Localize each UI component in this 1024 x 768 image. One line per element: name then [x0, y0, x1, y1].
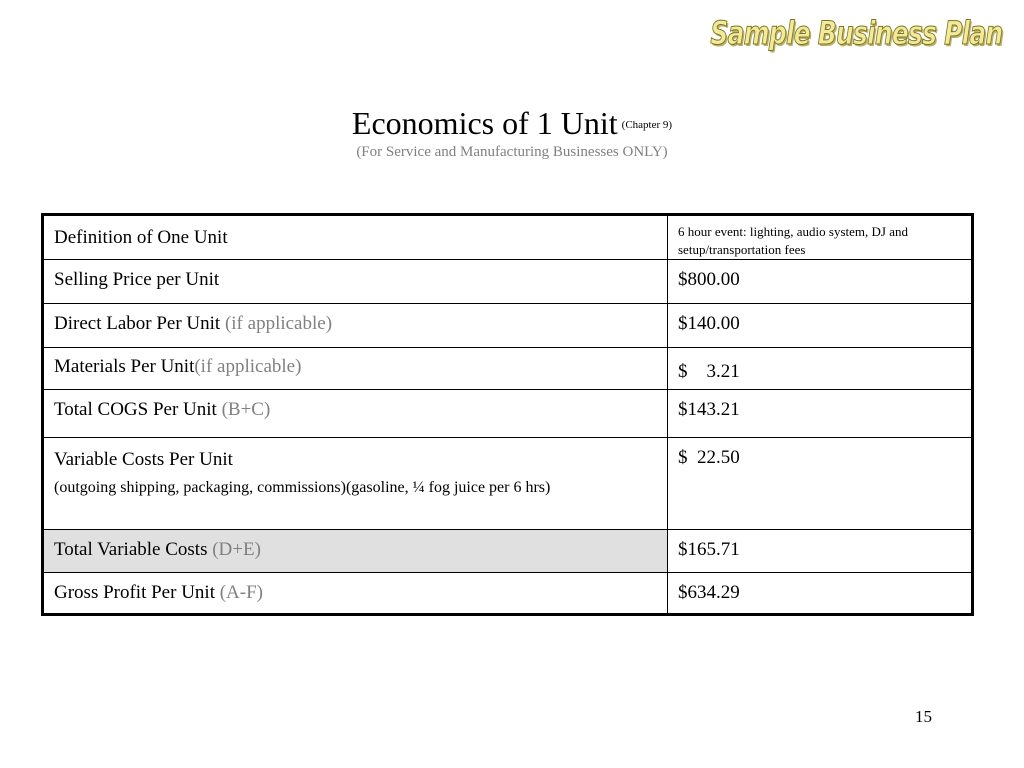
row-value-cell	[668, 530, 973, 573]
row-value: $800.00	[678, 269, 740, 290]
row-label: Variable Costs Per Unit	[54, 449, 233, 470]
table-row	[43, 260, 973, 304]
row-value: $ 3.21	[678, 361, 740, 382]
row-label-cell	[43, 573, 668, 615]
page-subtitle: (For Service and Manufacturing Businesses ONLY)	[356, 144, 668, 160]
row-value-cell	[668, 348, 973, 390]
row-note: (if applicable)	[194, 356, 302, 377]
row-note: (A-F)	[219, 582, 264, 603]
row-label: Total Variable Costs	[54, 539, 208, 560]
row-label-cell	[43, 215, 668, 260]
row-value: $634.29	[678, 582, 740, 603]
row-note: (D+E)	[212, 539, 261, 560]
row-label-cell	[43, 530, 668, 573]
table-row	[43, 348, 973, 390]
row-label: Materials Per Unit	[54, 356, 195, 377]
sample-business-plan-logo: Sample Business Plan	[709, 14, 1002, 52]
row-value: $140.00	[678, 313, 740, 334]
row-label: Direct Labor Per Unit	[54, 313, 221, 334]
row-value-cell	[668, 304, 973, 348]
table-row	[43, 438, 973, 530]
row-label-cell	[43, 260, 668, 304]
unit-economics-table	[41, 213, 974, 616]
table-row	[43, 530, 973, 573]
table-row	[43, 304, 973, 348]
chapter-reference: (Chapter 9)	[621, 119, 673, 131]
row-label: Total COGS Per Unit	[54, 399, 217, 420]
table-row	[43, 573, 973, 615]
row-note: (outgoing shipping, packaging, commissions)(gasoline, ¼ fog juice per 6 hrs)	[54, 479, 551, 496]
row-value-cell	[668, 215, 973, 260]
row-label-cell	[43, 304, 668, 348]
row-label-cell	[43, 438, 668, 530]
row-label-cell	[43, 348, 668, 390]
row-label: Selling Price per Unit	[54, 269, 220, 290]
row-value-cell	[668, 573, 973, 615]
title-text: Economics of 1 Unit	[351, 105, 618, 141]
page-title	[0, 104, 1024, 144]
row-value: $165.71	[678, 539, 740, 560]
row-value: $143.21	[678, 399, 740, 420]
row-value-cell	[668, 438, 973, 530]
row-label: Definition of One Unit	[54, 227, 228, 248]
row-value-cell	[668, 390, 973, 438]
title-block	[0, 104, 1024, 161]
row-value: 6 hour event: lighting, audio system, DJ and setup/transportation fees	[678, 224, 909, 257]
row-value: $ 22.50	[678, 447, 740, 468]
table-row	[43, 215, 973, 260]
row-label: Gross Profit Per Unit	[54, 582, 215, 603]
row-label-cell	[43, 390, 668, 438]
page-number: 15	[915, 707, 932, 726]
row-value-cell	[668, 260, 973, 304]
row-note: (if applicable)	[224, 313, 333, 334]
table-row	[43, 390, 973, 438]
row-note: (B+C)	[221, 399, 271, 420]
